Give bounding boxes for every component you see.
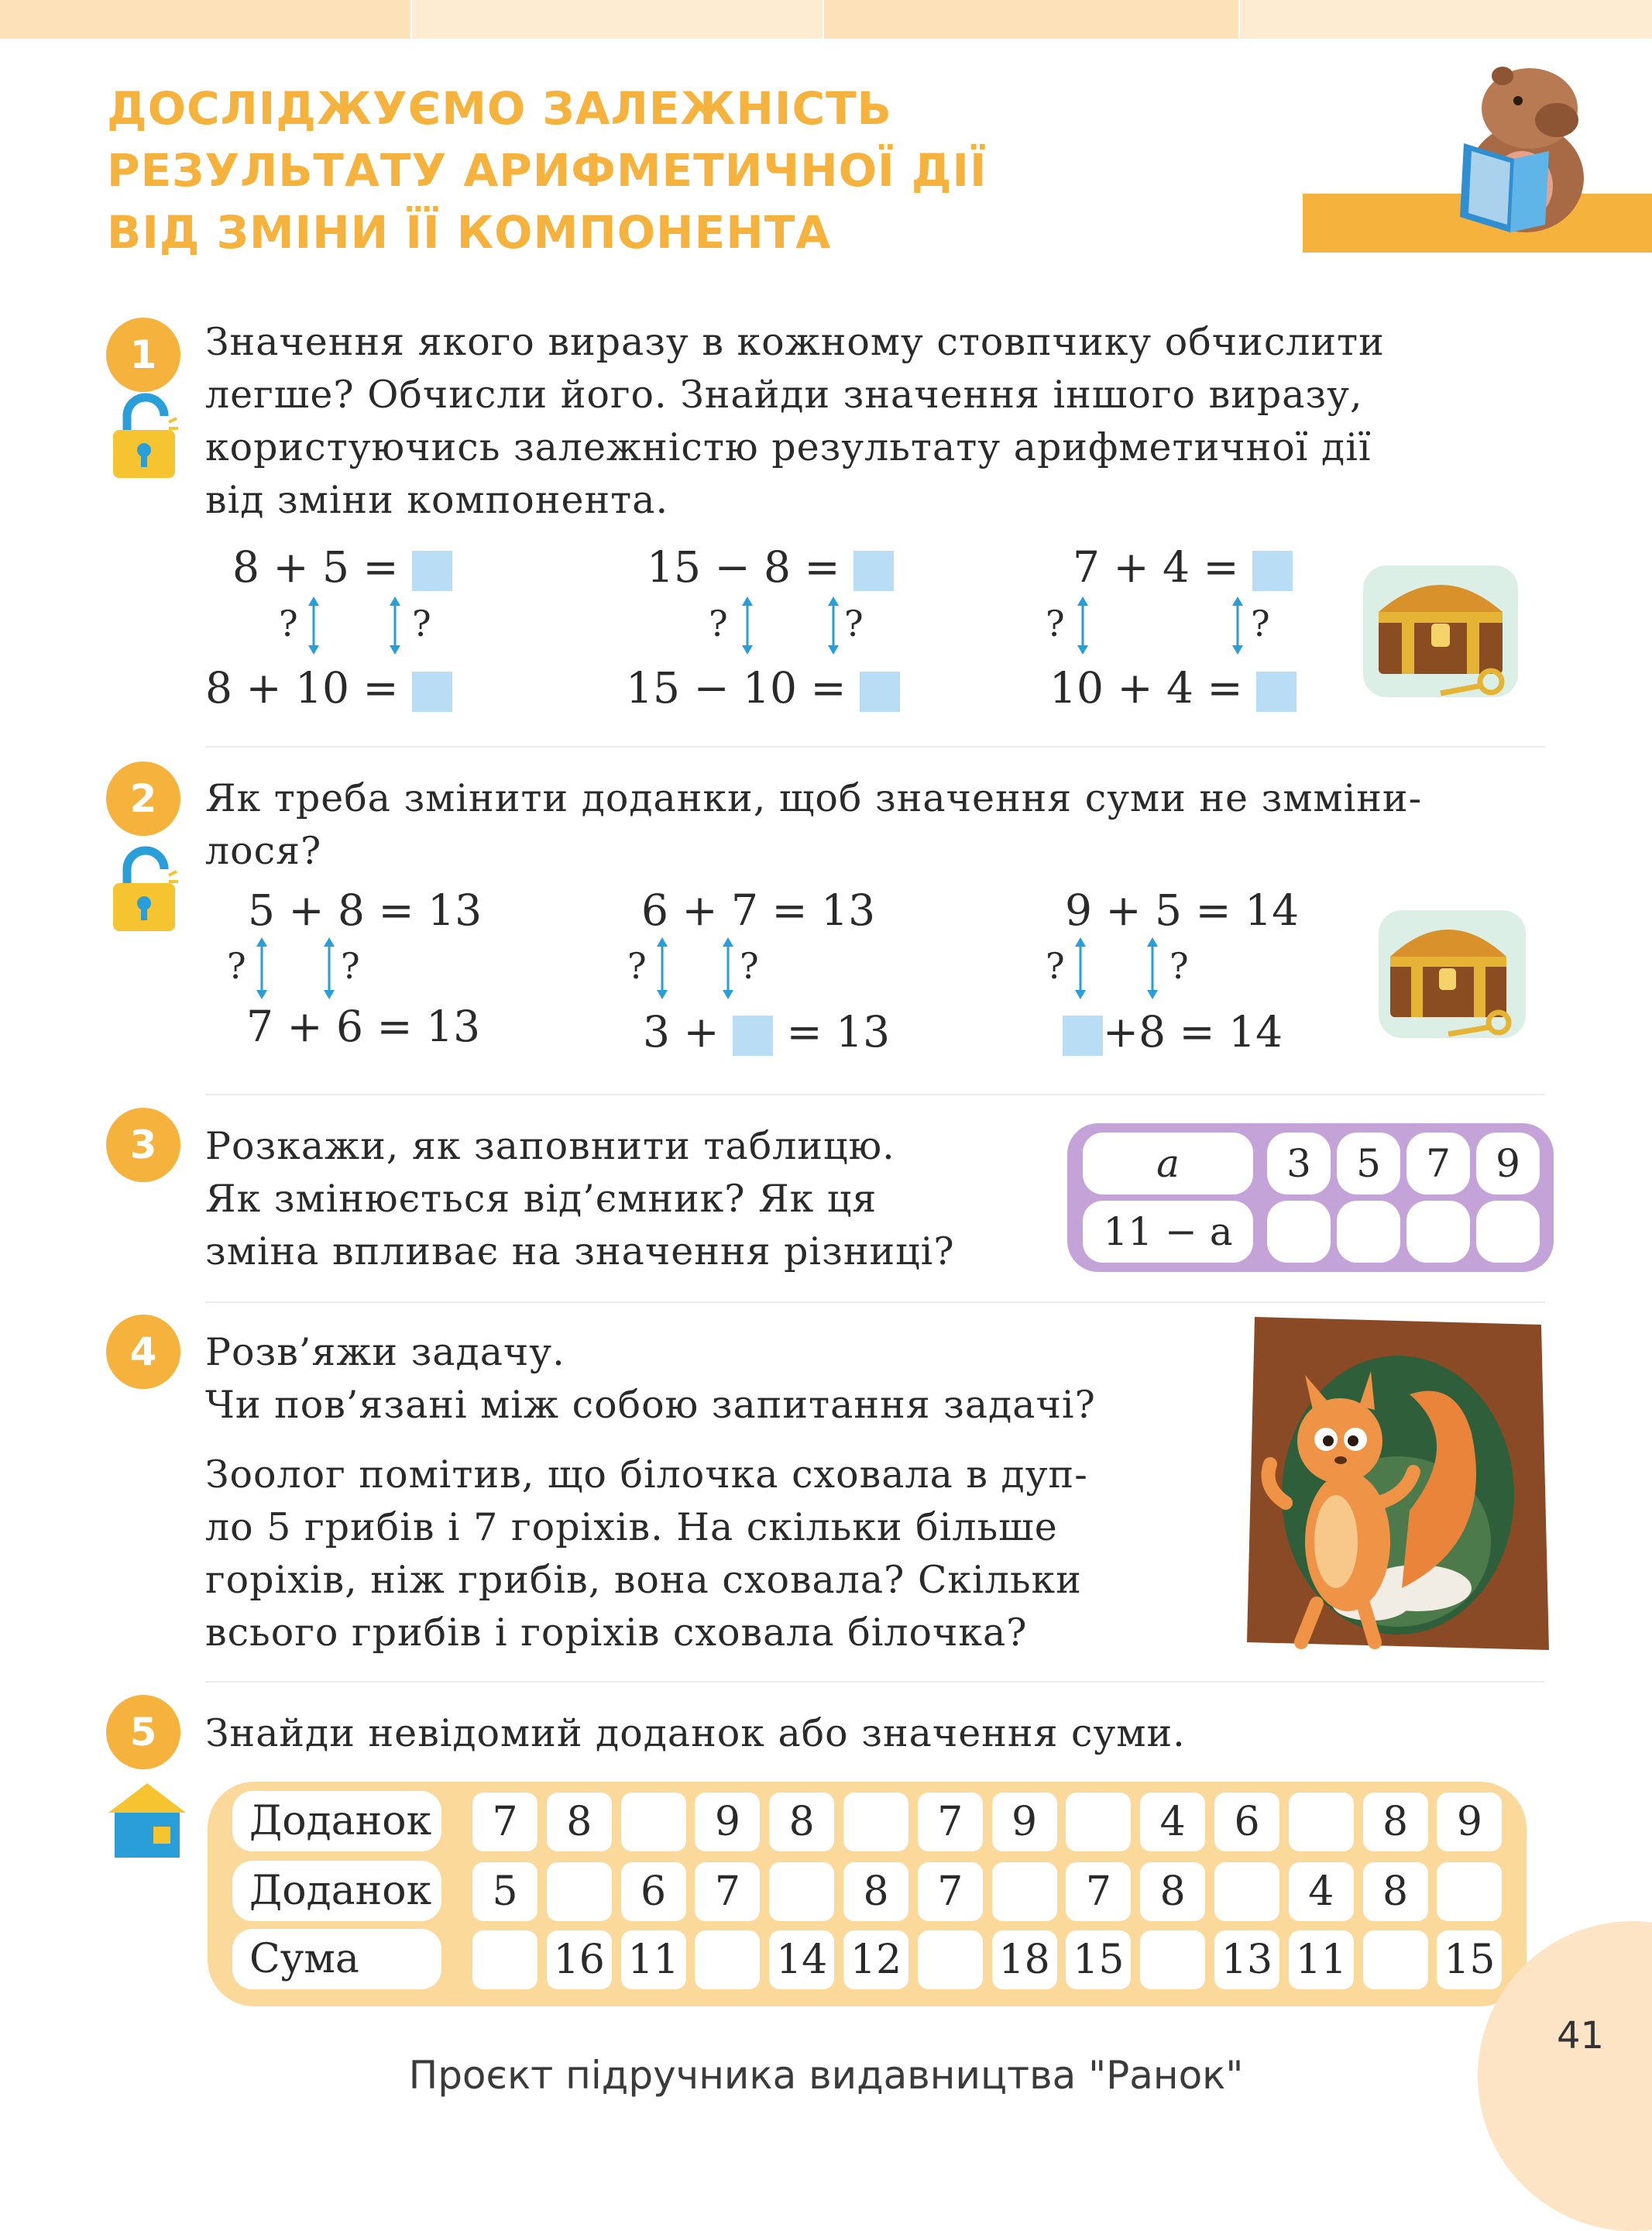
table-cell: 7 [472,1793,538,1851]
table-cell: 4 [1289,1862,1354,1921]
table-cell: 7 [1066,1862,1131,1921]
expression: 7 + 4 = [1073,544,1293,591]
page-number: 41 [1557,2014,1605,2057]
table-cell: 12 [843,1930,908,1989]
up-down-arrow-icon [1073,937,1088,999]
table-cell-empty[interactable] [918,1930,983,1989]
footer-text: Проєкт підручника видавництва "Ранок" [408,2053,1244,2098]
table-cell-empty[interactable] [1337,1201,1400,1263]
task-line: легше? Обчисли його. Знайди значення іншого виразу, [205,373,1363,417]
task-2-text [205,772,1422,878]
table-cell: 13 [1214,1930,1279,1989]
top-band [412,0,823,39]
table-cell-empty[interactable] [1437,1862,1502,1921]
page-title [107,77,987,263]
table-cell-empty[interactable] [1289,1793,1354,1851]
task-line: Розв’яжи задачу. [205,1330,565,1374]
treasure-chest-illustration [1355,550,1534,705]
table-cell-empty[interactable] [1214,1862,1279,1921]
divider [205,746,1545,748]
table-cell: 8 [1363,1793,1428,1851]
addition-table [208,1782,1527,2006]
answer-box[interactable] [1252,551,1293,591]
table-cell-empty[interactable] [1140,1930,1205,1989]
task-line: всього грибів і горіхів сховала білочка? [205,1611,1028,1655]
up-down-arrow-icon [254,937,270,999]
expression: 6 + 7 = 13 [641,885,876,935]
table-cell: 6 [1214,1793,1279,1851]
table-cell: 11 [1289,1930,1354,1989]
table-cell-empty[interactable] [1066,1793,1131,1851]
question-mark: ? [844,603,864,645]
table-cell: 9 [695,1793,760,1851]
question-mark: ? [227,945,246,987]
expression: 9 + 5 = 14 [1065,885,1300,935]
expression: 15 − 10 = [626,665,900,712]
top-band [1240,0,1652,39]
table-cell: 3 [1267,1133,1331,1195]
divider [205,1301,1545,1303]
table-row-label: Доданок [232,1791,441,1851]
answer-box[interactable] [733,1016,773,1056]
table-row-label: a [1083,1133,1253,1195]
task-5-text [205,1707,1186,1760]
task-number-badge: 3 [106,1108,180,1182]
question-mark: ? [1251,603,1270,645]
task-line: Знайди невідомий доданок або значення суми. [205,1711,1186,1755]
task-line: Чи пов’язані між собою запитання задачі? [205,1383,1096,1427]
up-down-arrow-icon [826,596,841,655]
table-cell-empty[interactable] [695,1930,760,1989]
expression: 8 + 5 = [232,544,452,591]
lock-icon [110,391,180,480]
table-cell: 9 [1437,1793,1502,1851]
title-line: РЕЗУЛЬТАТУ АРИФМЕТИЧНОЇ ДІЇ [107,144,987,197]
table-cell-empty[interactable] [472,1930,538,1989]
table-cell: 5 [472,1862,538,1921]
expression: 3 + = 13 [643,1007,891,1057]
expression: 7 + 6 = 13 [246,1002,481,1051]
table-cell: 8 [769,1793,834,1851]
table-cell-empty[interactable] [769,1862,834,1921]
capybara-reading-illustration [1448,54,1595,232]
task-line: Значення якого виразу в кожному стовпчику обчислити [205,320,1385,364]
task-line: Зоолог помітив, що білочка сховала в дуп- [205,1452,1088,1497]
task-line: Розкажи, як заповнити таблицю. [205,1124,895,1168]
table-cell: 11 [621,1930,686,1989]
question-mark: ? [709,603,728,645]
task-line: лося? [205,829,322,873]
answer-box[interactable] [853,551,894,591]
task-number-badge: 1 [106,318,180,392]
up-down-arrow-icon [1145,937,1160,999]
table-cell: 8 [1363,1862,1428,1921]
up-down-arrow-icon [740,596,755,655]
table-cell: 7 [1406,1133,1470,1195]
task-line: Як змінюється від’ємник? Як ця [205,1177,878,1221]
question-mark: ? [279,603,298,645]
top-band [0,0,410,39]
table-cell-empty[interactable] [621,1793,686,1851]
table-cell: 4 [1140,1793,1205,1851]
up-down-arrow-icon [1075,596,1090,655]
table-cell: 15 [1437,1930,1502,1989]
up-down-arrow-icon [1230,596,1245,655]
expression: 10 + 4 = [1049,665,1297,712]
table-cell: 5 [1337,1133,1400,1195]
table-cell-empty[interactable] [1476,1201,1540,1263]
task-line: від зміни компонента. [205,478,669,522]
answer-box[interactable] [1256,672,1297,712]
task-line: користуючись залежністю результату арифметичної дії [205,425,1372,469]
subtraction-table [1067,1123,1554,1272]
question-mark: ? [341,945,360,987]
task-line: ло 5 грибів і 7 горіхів. На скільки більше [205,1505,1058,1549]
table-cell: 14 [769,1930,834,1989]
table-cell: 7 [918,1862,983,1921]
expression: 5 + 8 = 13 [248,885,483,935]
task-4-text [205,1326,1096,1432]
expression: 8 + 10 = [205,665,452,712]
table-cell: 7 [695,1862,760,1921]
table-cell-empty[interactable] [1406,1201,1470,1263]
table-row-label: Сума [232,1929,441,1989]
answer-box[interactable] [412,551,452,591]
question-mark: ? [1046,603,1065,645]
expression: +8 = 14 [1063,1009,1283,1056]
table-cell: 9 [992,1793,1057,1851]
table-cell: 8 [843,1862,908,1921]
task-1-text [205,316,1385,527]
divider [205,1681,1545,1683]
answer-box[interactable] [860,672,900,712]
table-cell-empty[interactable] [1363,1930,1428,1989]
task-3-text [205,1120,955,1278]
task-line: зміна впливає на значення різниці? [205,1229,955,1274]
table-cell: 16 [547,1930,612,1989]
table-cell: 8 [547,1793,612,1851]
lock-icon [110,844,180,933]
house-icon [108,1782,186,1859]
question-mark: ? [740,945,759,987]
table-row-label: Доданок [232,1861,441,1921]
squirrel-in-hollow-illustration [1239,1309,1553,1658]
table-cell: 6 [621,1862,686,1921]
up-down-arrow-icon [321,937,337,999]
treasure-chest-illustration [1371,899,1534,1046]
up-down-arrow-icon [387,596,403,655]
task-number-badge: 5 [106,1695,180,1769]
question-mark: ? [412,603,431,645]
up-down-arrow-icon [654,937,670,999]
answer-box[interactable] [1063,1016,1103,1056]
table-cell: 7 [918,1793,983,1851]
table-cell-empty[interactable] [1267,1201,1331,1263]
answer-box[interactable] [412,672,452,712]
question-mark: ? [1169,945,1189,987]
divider [205,1094,1545,1095]
table-cell: 15 [1066,1930,1131,1989]
table-cell: 18 [992,1930,1057,1989]
table-row-label: 11 − a [1083,1201,1253,1263]
table-cell: 8 [1140,1862,1205,1921]
task-number-badge: 2 [106,761,180,836]
question-mark: ? [627,945,647,987]
expression: 15 − 8 = [647,544,894,591]
title-line: ДОСЛІДЖУЄМО ЗАЛЕЖНІСТЬ [107,82,892,135]
table-cell-empty[interactable] [992,1862,1057,1921]
title-line: ВІД ЗМІНИ ЇЇ КОМПОНЕНТА [107,206,832,259]
up-down-arrow-icon [306,596,321,655]
table-cell: 9 [1476,1133,1540,1195]
table-cell-empty[interactable] [843,1793,908,1851]
task-4-problem [205,1449,1088,1659]
table-cell-empty[interactable] [547,1862,612,1921]
up-down-arrow-icon [720,937,736,999]
task-line: Як треба змінити доданки, щоб значення суми не змміни- [205,776,1423,820]
task-line: горіхів, ніж грибів, вона сховала? Скільки [205,1558,1082,1602]
task-number-badge: 4 [106,1315,180,1389]
question-mark: ? [1046,945,1065,987]
top-band [824,0,1238,39]
